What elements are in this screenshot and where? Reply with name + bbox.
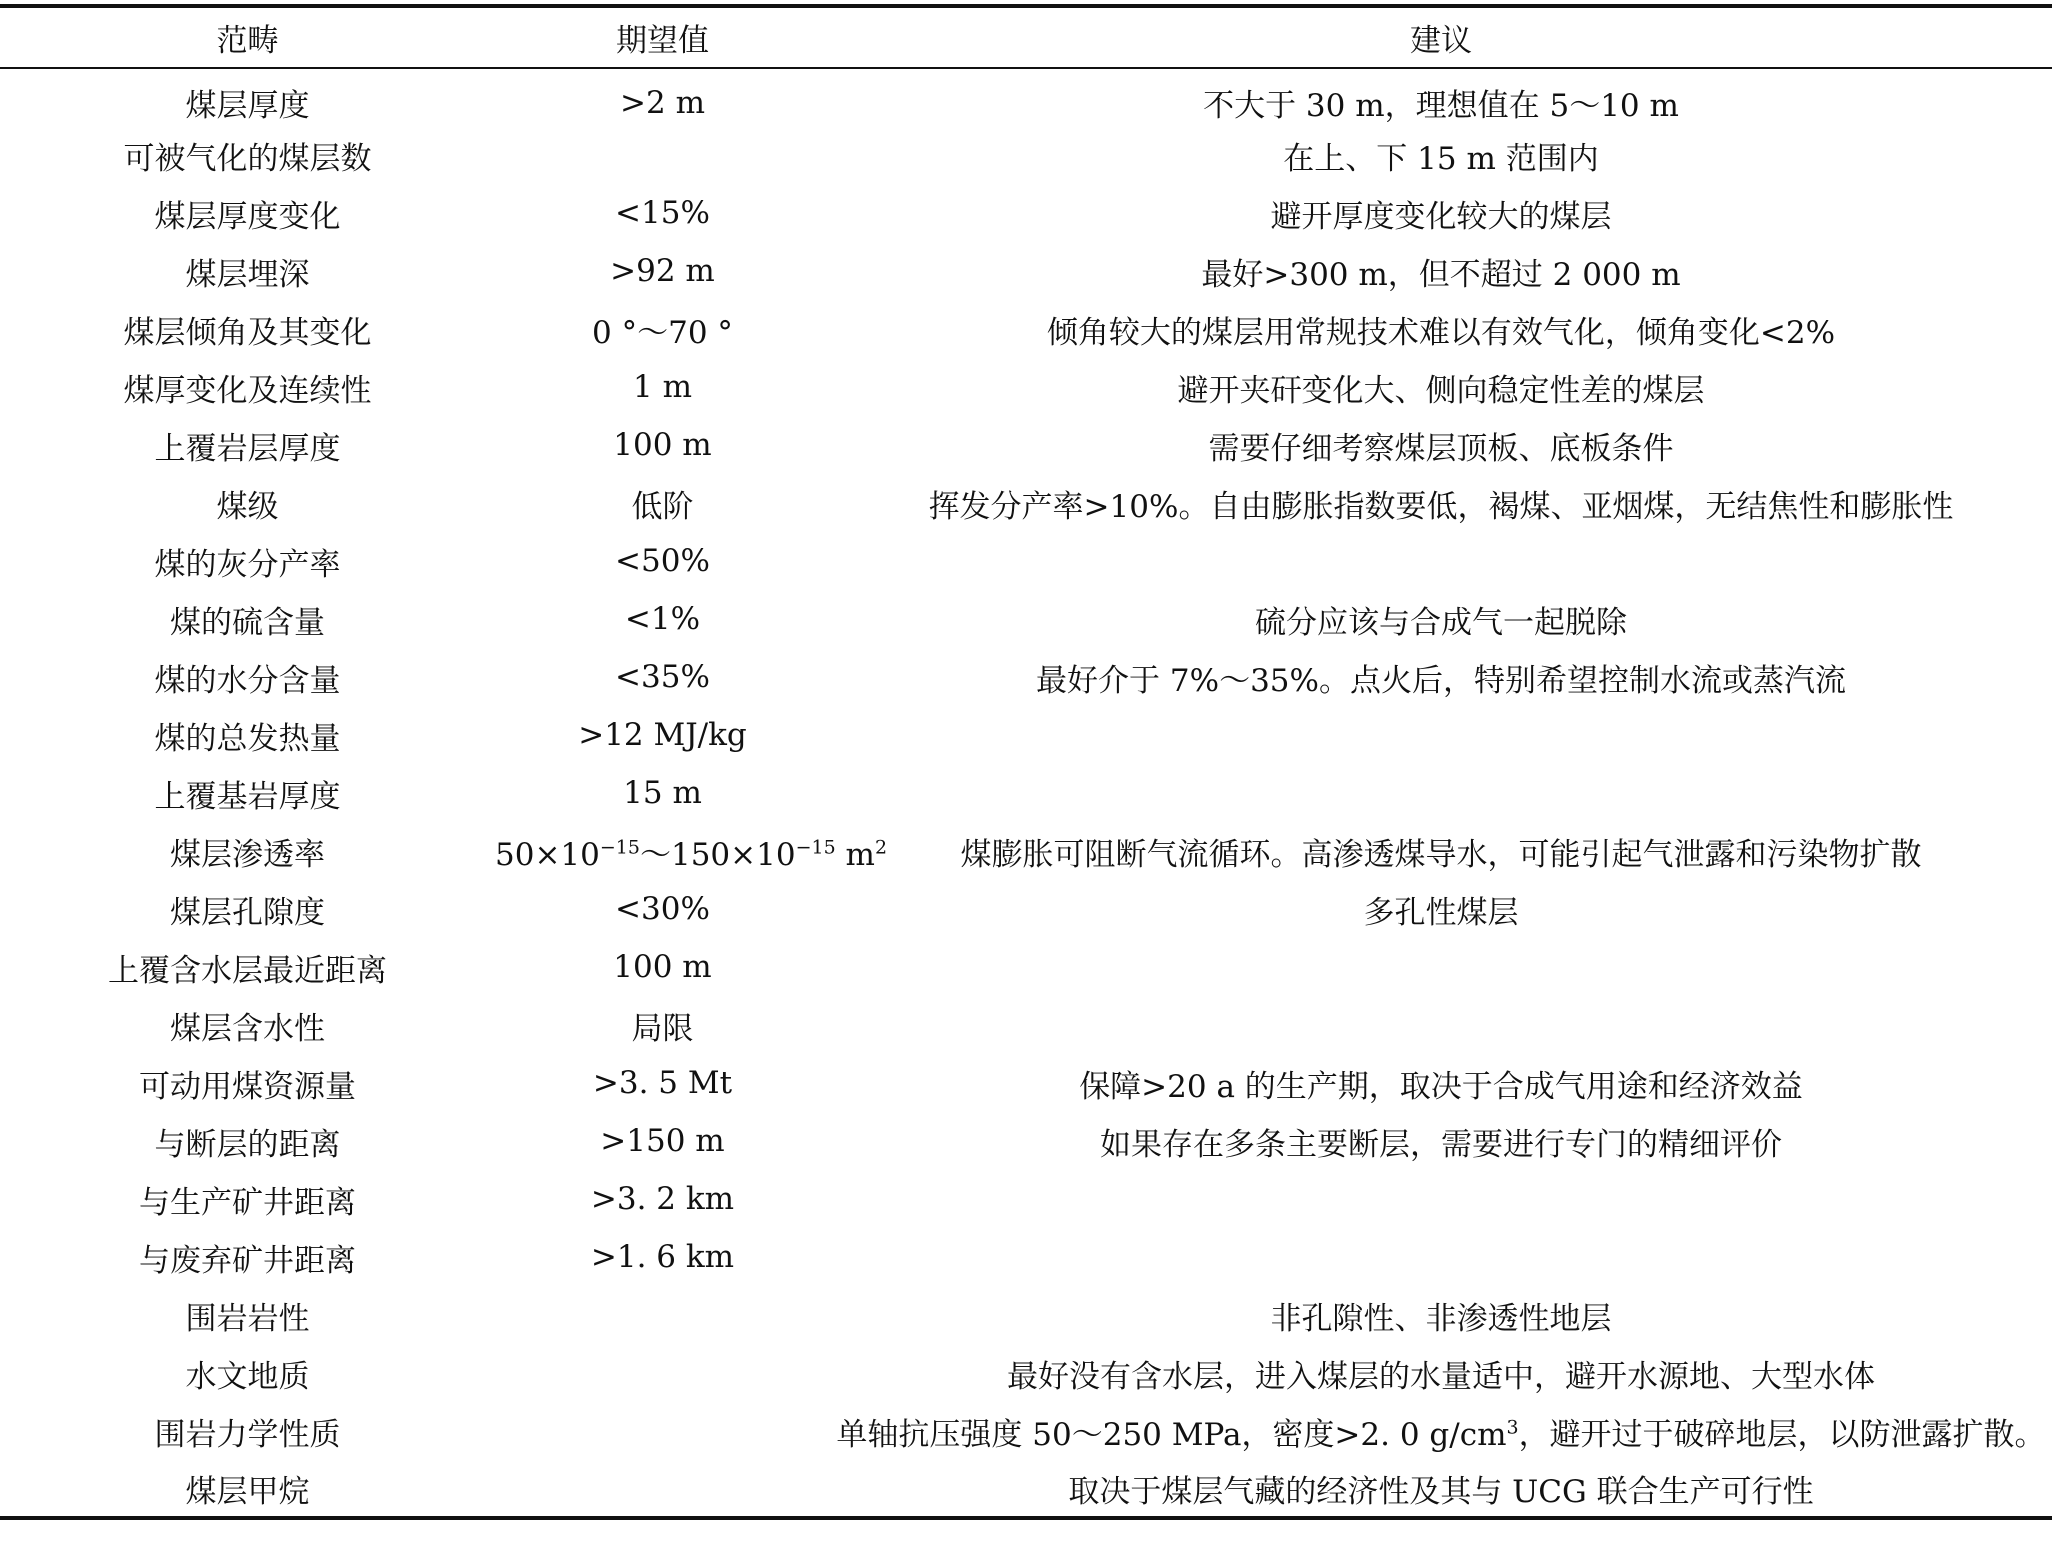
table-row [0, 1460, 2052, 1518]
cell-advice [830, 1228, 2052, 1286]
cell-expected: <30% [615, 891, 710, 927]
cell-category: 煤级 [216, 488, 279, 525]
cell-advice: 最好没有含水层，进入煤层的水量适中，避开水源地、大型水体 [1007, 1358, 1875, 1395]
rock-mech-text: 单轴抗压强度 50～250 MPa，密度>2. 0 g/cm [836, 1416, 1507, 1453]
cell-advice [830, 764, 2052, 822]
cell-category: 与废弃矿井距离 [139, 1242, 356, 1279]
cell-expected-permeability [495, 822, 888, 880]
cell-category: 可动用煤资源量 [139, 1068, 356, 1105]
cell-expected [495, 1286, 830, 1344]
cell-category: 煤层甲烷 [0, 1460, 495, 1518]
cell-advice: 煤膨胀可阻断气流循环。高渗透煤导水，可能引起气泄露和污染物扩散 [960, 836, 1922, 873]
cell-expected: >12 MJ/kg [578, 717, 747, 753]
cell-expected: >92 m [610, 253, 715, 289]
cell-expected: <35% [615, 659, 710, 695]
cell-category: 煤层埋深 [185, 256, 310, 293]
cell-category: 上覆岩层厚度 [154, 430, 341, 467]
cell-expected [495, 1460, 830, 1518]
cell-advice: 避开厚度变化较大的煤层 [1270, 198, 1612, 235]
cell-expected: 1 m [633, 369, 692, 405]
table-row [0, 1170, 2052, 1228]
cell-category: 煤的硫含量 [170, 604, 325, 641]
cell-category: 煤层厚度 [185, 88, 310, 124]
cell-advice: 保障>20 a 的生产期，取决于合成气用途和经济效益 [1079, 1068, 1803, 1105]
cell-expected: 100 m [613, 427, 712, 463]
table-row [0, 1228, 2052, 1286]
perm-a-exponent: −15 [599, 836, 640, 859]
table-row [0, 880, 2052, 938]
cell-category: 上覆含水层最近距离 [108, 952, 387, 989]
cell-category: 水文地质 [185, 1358, 310, 1395]
cell-category: 煤层渗透率 [170, 836, 325, 873]
cell-category: 围岩力学性质 [154, 1416, 341, 1453]
table-row [0, 764, 2052, 822]
cell-advice-rock-mechanics [830, 1402, 2052, 1460]
cell-category: 煤厚变化及连续性 [123, 372, 372, 409]
cell-expected: >150 m [600, 1123, 725, 1159]
cell-advice: 取决于煤层气藏的经济性及其与 UCG 联合生产可行性 [830, 1460, 2052, 1518]
perm-sep: ～150×10 [639, 836, 796, 873]
table-row [0, 590, 2052, 648]
cell-advice: 如果存在多条主要断层，需要进行专门的精细评价 [1100, 1126, 1782, 1163]
rock-mech-exponent: 3 [1506, 1416, 1519, 1439]
header-category: 范畴 [0, 6, 495, 68]
cell-expected [495, 1344, 830, 1402]
cell-advice: 避开夹矸变化大、侧向稳定性差的煤层 [1177, 372, 1705, 409]
table-row [0, 1054, 2052, 1112]
perm-unit: m [835, 836, 875, 873]
cell-advice: 挥发分产率>10%。自由膨胀指数要低，褐煤、亚烟煤，无结焦性和膨胀性 [928, 488, 1954, 525]
table-row [0, 416, 2052, 474]
header-expected-value: 期望值 [495, 6, 830, 68]
cell-category: 围岩岩性 [185, 1300, 310, 1337]
table-row [0, 300, 2052, 358]
cell-category: 与生产矿井距离 [139, 1184, 356, 1221]
table-row [0, 1286, 2052, 1344]
table-row [0, 648, 2052, 706]
perm-a: 50×10 [495, 836, 600, 873]
table-row [0, 1344, 2052, 1402]
cell-category: 煤的总发热量 [154, 720, 341, 757]
cell-expected: <1% [624, 601, 701, 637]
cell-category: 煤的灰分产率 [154, 546, 341, 583]
table-row [0, 938, 2052, 996]
cell-advice: 不大于 30 m，理想值在 5～10 m [1203, 88, 1679, 124]
cell-category: 可被气化的煤层数 [123, 140, 372, 177]
header-row [0, 6, 2052, 68]
perm-unit-exponent: 2 [874, 836, 888, 859]
cell-advice: 最好介于 7%～35%。点火后，特别希望控制水流或蒸汽流 [1036, 662, 1846, 699]
cell-advice [830, 706, 2052, 764]
cell-expected: >3. 5 Mt [592, 1065, 733, 1101]
cell-expected: 局限 [631, 1010, 694, 1047]
table-row [0, 1402, 2052, 1460]
cell-advice: 需要仔细考察煤层顶板、底板条件 [1208, 430, 1674, 467]
table-row [0, 68, 2052, 126]
cell-category: 煤层倾角及其变化 [123, 314, 372, 351]
cell-advice: 多孔性煤层 [1363, 894, 1519, 931]
cell-category: 与断层的距离 [154, 1126, 341, 1163]
cell-expected: 100 m [613, 949, 712, 985]
cell-category: 煤的水分含量 [154, 662, 341, 699]
cell-expected: >1. 6 km [590, 1239, 735, 1275]
cell-advice: 硫分应该与合成气一起脱除 [1255, 604, 1627, 641]
cell-advice [830, 532, 2052, 590]
cell-advice: 在上、下 15 m 范围内 [1283, 140, 1599, 177]
ucg-criteria-table [0, 4, 2052, 1520]
cell-expected: <50% [615, 543, 710, 579]
cell-advice [830, 996, 2052, 1054]
cell-advice: 倾角较大的煤层用常规技术难以有效气化，倾角变化<2% [1046, 314, 1836, 351]
cell-category: 煤层厚度变化 [154, 198, 341, 235]
rock-mech-tail: ，避开过于破碎地层，以防泄露扩散。 [1518, 1416, 2046, 1453]
header-advice: 建议 [830, 6, 2052, 68]
cell-expected: 低阶 [631, 488, 694, 525]
table-row [0, 474, 2052, 532]
perm-b-exponent: −15 [795, 836, 836, 859]
cell-category: 上覆基岩厚度 [154, 778, 341, 815]
cell-expected: >2 m [620, 84, 705, 121]
cell-expected: 0 °～70 ° [592, 314, 733, 351]
cell-expected: >3. 2 km [590, 1181, 735, 1217]
cell-category: 煤层孔隙度 [170, 894, 325, 931]
cell-advice [830, 938, 2052, 996]
cell-advice: 非孔隙性、非渗透性地层 [1270, 1300, 1612, 1337]
cell-expected [495, 126, 830, 184]
table-row [0, 184, 2052, 242]
cell-expected [495, 1402, 830, 1460]
table-row [0, 358, 2052, 416]
cell-category: 煤层含水性 [170, 1010, 325, 1047]
table-row [0, 822, 2052, 880]
table-row [0, 1112, 2052, 1170]
cell-expected: <15% [615, 195, 710, 231]
cell-expected: 15 m [623, 775, 702, 811]
table-row [0, 126, 2052, 184]
table-row [0, 532, 2052, 590]
table-row [0, 706, 2052, 764]
cell-advice [830, 1170, 2052, 1228]
table-row [0, 242, 2052, 300]
table-row [0, 996, 2052, 1054]
cell-advice: 最好>300 m，但不超过 2 000 m [1201, 256, 1681, 293]
